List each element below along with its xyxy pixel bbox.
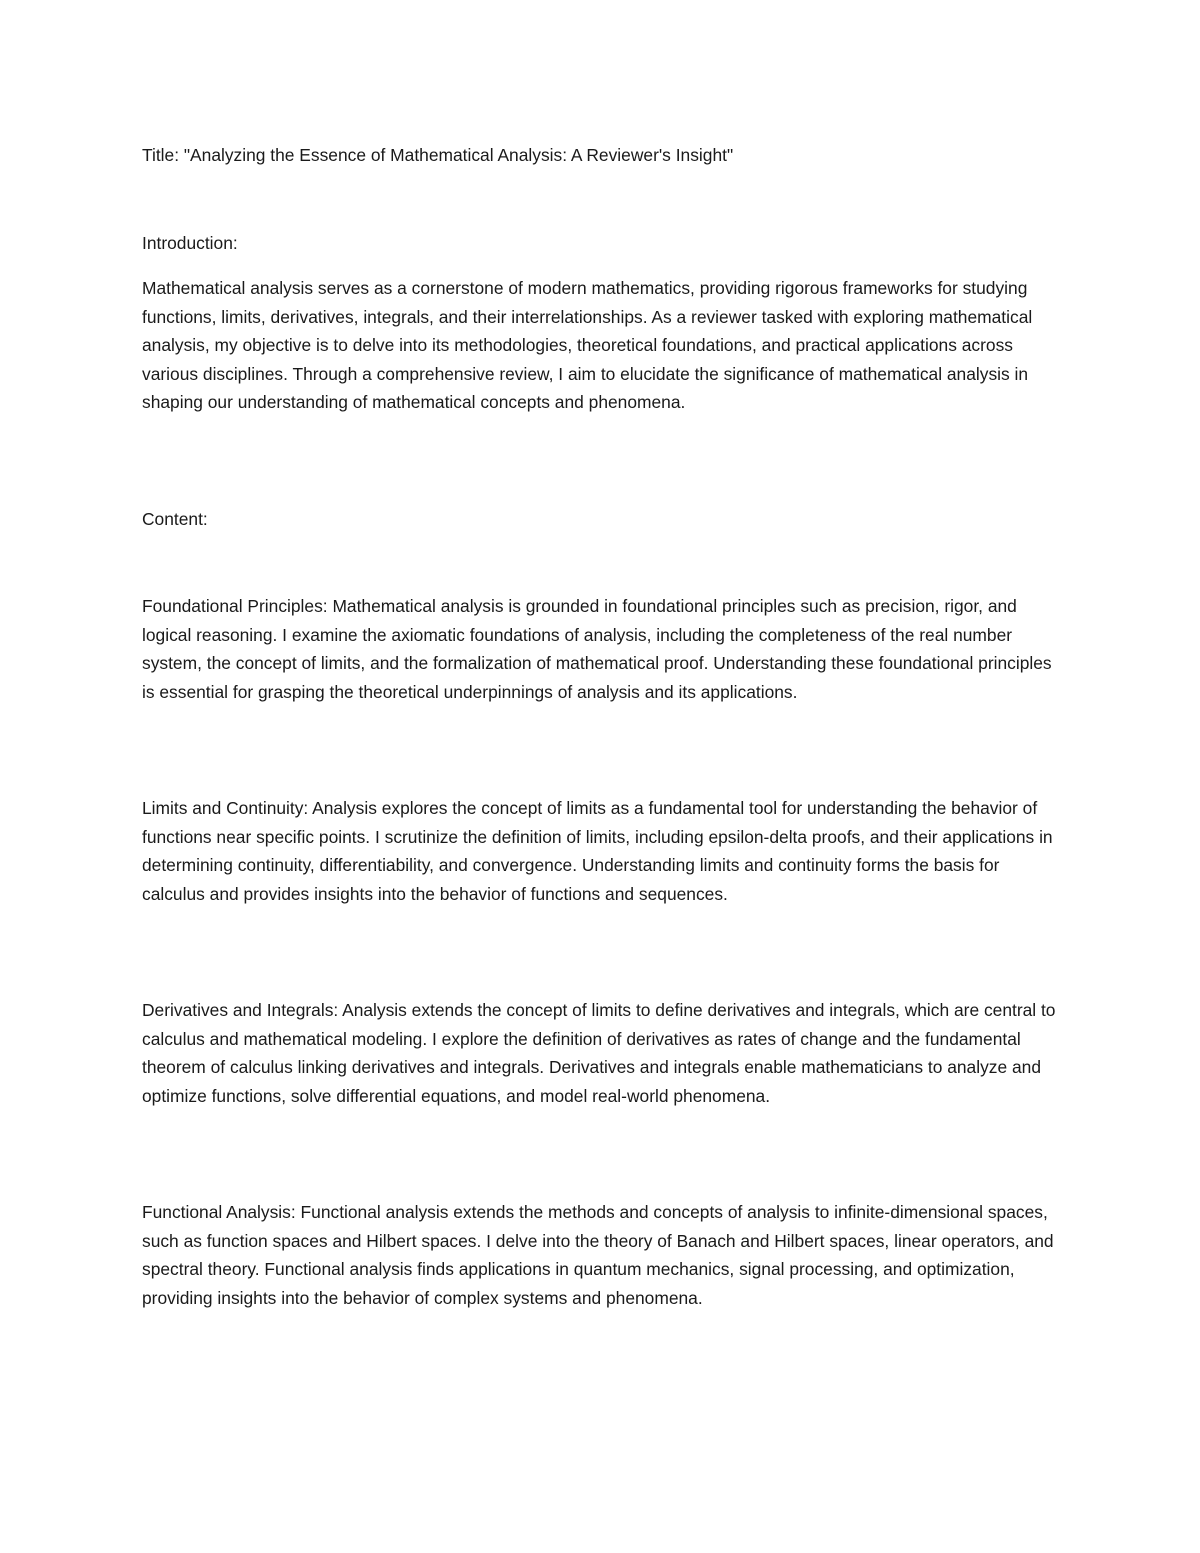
limits-continuity-paragraph: Limits and Continuity: Analysis explores the concept of limits as a fundamental tool for understanding the behavior of functions near specific points. I scrutinize the definition of limits, including epsilon-delta proofs, and their applications in determining continuity, differentiability, and convergence. Understanding limits and continuity forms the basis for calculus and provides insights into the behavior of functions and sequences.: [142, 798, 1053, 904]
introduction-paragraph: Mathematical analysis serves as a cornerstone of modern mathematics, providing rigorous frameworks for studying functions, limits, derivatives, integrals, and their interrelationships. As a reviewer tasked with exploring mathematical analysis, my objective is to delve into its methodologies, theoretical foundations, and practical applications across various disciplines. Through a comprehensive review, I aim to elucidate the significance of mathematical analysis in shaping our understanding of mathematical concepts and phenomena.: [142, 278, 1033, 413]
document-title: Title: "Analyzing the Essence of Mathematical Analysis: A Reviewer's Insight": [142, 145, 734, 165]
foundational-principles-paragraph: Foundational Principles: Mathematical analysis is grounded in foundational principles such as precision, rigor, and logical reasoning. I examine the axiomatic foundations of analysis, including the completeness of the real number system, the concept of limits, and the formalization of mathematical proof. Understanding these foundational principles is essential for grasping the theoretical underpinnings of analysis and its applications.: [142, 596, 1052, 702]
derivatives-integrals-paragraph: Derivatives and Integrals: Analysis extends the concept of limits to define derivatives and integrals, which are central to calculus and mathematical modeling. I explore the definition of derivatives as rates of change and the fundamental theorem of calculus linking derivatives and integrals. Derivatives and integrals enable mathematicians to analyze and optimize functions, solve differential equations, and model real-world phenomena.: [142, 1000, 1056, 1106]
content-heading: Content:: [142, 509, 208, 529]
functional-analysis-paragraph: Functional Analysis: Functional analysis extends the methods and concepts of analysis to infinite-dimensional spaces, such as function spaces and Hilbert spaces. I delve into the theory of Banach and Hilbert spaces, linear operators, and spectral theory. Functional analysis finds applications in quantum mechanics, signal processing, and optimization, providing insights into the behavior of complex systems and phenomena.: [142, 1202, 1054, 1308]
introduction-heading: Introduction:: [142, 233, 238, 253]
